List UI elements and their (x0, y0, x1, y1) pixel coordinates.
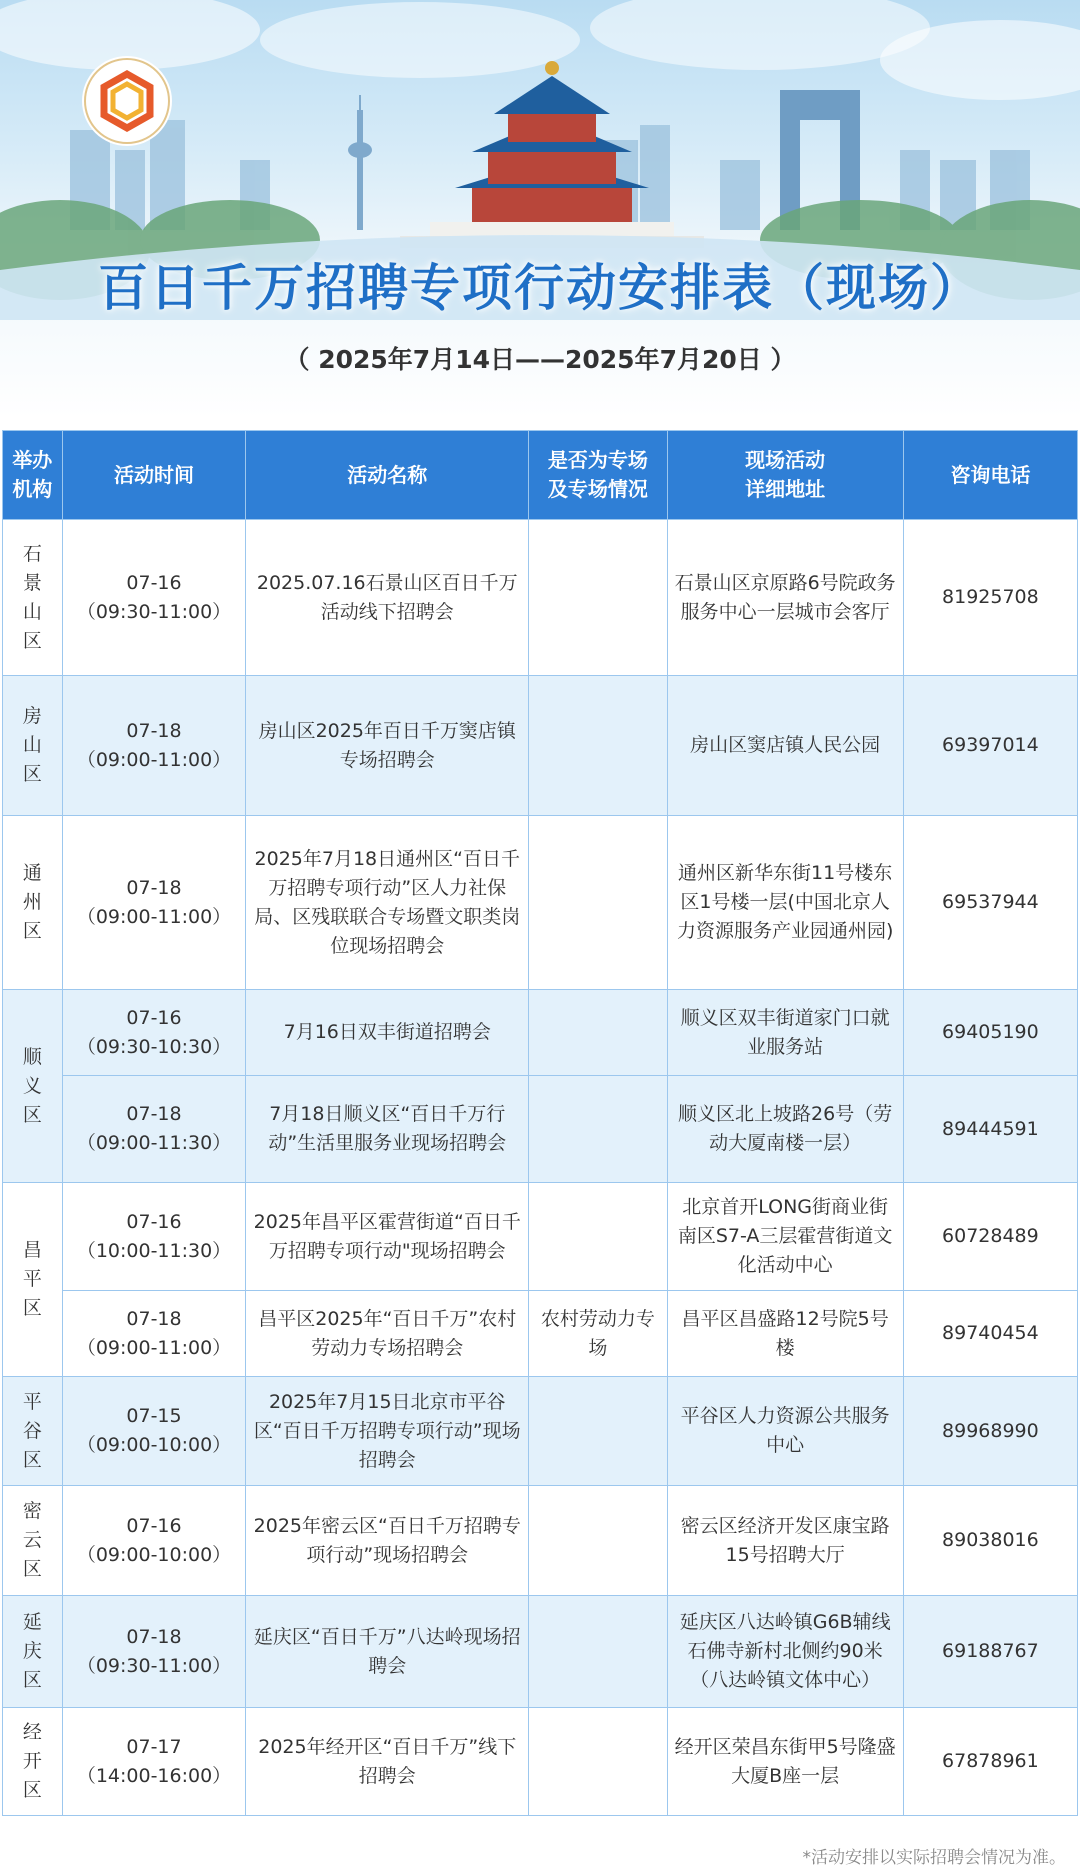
org-char: 顺 (22, 1045, 42, 1068)
org-char: 庆 (22, 1640, 42, 1662)
phone-cell: 81925708 (903, 520, 1077, 676)
time-cell (62, 1708, 246, 1816)
phone-cell: 89968990 (903, 1377, 1077, 1486)
time-cell (62, 990, 246, 1076)
table-row (3, 676, 1078, 816)
event-name-cell: 昌平区2025年“百日千万”农村劳动力专场招聘会 (246, 1291, 529, 1377)
address-cell: 昌平区昌盛路12号院5号楼 (667, 1291, 903, 1377)
time-cell (62, 1377, 246, 1486)
event-date: 07-16 (126, 1514, 182, 1537)
event-time: （09:30-11:00） (76, 1654, 232, 1677)
event-date: 07-16 (126, 1210, 182, 1233)
event-date: 07-18 (126, 1307, 182, 1330)
org-char: 州 (22, 891, 42, 913)
event-date: 07-18 (126, 876, 182, 899)
event-time: （09:30-10:30） (76, 1035, 232, 1058)
banner (0, 0, 1080, 418)
event-name-cell: 2025.07.16石景山区百日千万活动线下招聘会 (246, 520, 529, 676)
org-char: 平 (22, 1390, 42, 1413)
phone-cell: 60728489 (903, 1183, 1077, 1291)
org-cell (3, 1183, 63, 1377)
event-name-cell: 延庆区“百日千万”八达岭现场招聘会 (246, 1596, 529, 1708)
org-char: 区 (22, 763, 42, 785)
org-char: 区 (22, 1669, 42, 1691)
event-name-cell: 房山区2025年百日千万窦店镇专场招聘会 (246, 676, 529, 816)
time-cell (62, 1291, 246, 1377)
event-date: 07-16 (126, 571, 182, 594)
event-time: （09:00-11:00） (76, 905, 232, 928)
event-name-cell: 2025年昌平区霍营街道“百日千万招聘专项行动"现场招聘会 (246, 1183, 529, 1291)
table-row (3, 990, 1078, 1076)
organization-logo (82, 56, 172, 146)
org-char: 房 (22, 705, 42, 727)
org-char: 山 (22, 600, 42, 623)
time-cell (62, 520, 246, 676)
address-cell: 经开区荣昌东街甲5号隆盛大厦B座一层 (667, 1708, 903, 1816)
special-cell: 农村劳动力专场 (529, 1291, 667, 1377)
org-char: 区 (22, 1779, 42, 1801)
time-cell (62, 1076, 246, 1183)
special-cell (529, 1183, 667, 1291)
special-cell (529, 1486, 667, 1596)
org-char: 区 (22, 920, 42, 942)
time-cell (62, 1596, 246, 1708)
special-cell (529, 520, 667, 676)
event-name-cell: 7月16日双丰街道招聘会 (246, 990, 529, 1076)
table-row (3, 1486, 1078, 1596)
org-cell (3, 520, 63, 676)
address-cell: 顺义区双丰街道家门口就业服务站 (667, 990, 903, 1076)
org-char: 云 (22, 1529, 42, 1551)
event-time: （09:00-10:00） (76, 1543, 232, 1566)
time-cell (62, 1183, 246, 1291)
page-title: 百日千万招聘专项行动安排表（现场） (98, 259, 982, 317)
org-char: 区 (22, 1448, 42, 1471)
table-body (3, 520, 1078, 1816)
column-header-org: 举办 机构 (3, 431, 63, 520)
org-char: 景 (22, 571, 42, 594)
special-cell (529, 1377, 667, 1486)
table-header-row (3, 431, 1078, 520)
address-cell: 密云区经济开发区康宝路15号招聘大厅 (667, 1486, 903, 1596)
phone-cell: 89038016 (903, 1486, 1077, 1596)
address-cell: 延庆区八达岭镇G6B辅线石佛寺新村北侧约90米（八达岭镇文体中心） (667, 1596, 903, 1708)
date-range-subtitle: （ 2025年7月14日——2025年7月20日 ） (284, 345, 796, 374)
event-time: （09:00-10:00） (76, 1434, 232, 1456)
table-row (3, 1708, 1078, 1816)
org-char: 区 (22, 1103, 42, 1126)
event-name-cell: 2025年经开区“百日千万”线下招聘会 (246, 1708, 529, 1816)
table-row (3, 816, 1078, 990)
phone-cell: 67878961 (903, 1708, 1077, 1816)
org-char: 山 (22, 734, 42, 756)
org-char: 经 (22, 1721, 42, 1743)
column-header-address: 现场活动 详细地址 (667, 431, 903, 520)
org-char: 密 (22, 1500, 42, 1522)
org-char: 义 (22, 1074, 42, 1097)
org-char: 开 (22, 1750, 42, 1772)
event-name-cell: 2025年7月15日北京市平谷区“百日千万招聘专项行动”现场招聘会 (246, 1377, 529, 1486)
special-cell (529, 1596, 667, 1708)
address-cell: 平谷区人力资源公共服务中心 (667, 1377, 903, 1486)
org-char: 区 (22, 1558, 42, 1580)
time-cell (62, 676, 246, 816)
event-date: 07-17 (126, 1735, 182, 1758)
phone-cell: 69188767 (903, 1596, 1077, 1708)
address-cell: 石景山区京原路6号院政务服务中心一层城市会客厅 (667, 520, 903, 676)
org-char: 区 (22, 1297, 42, 1319)
phone-cell: 89444591 (903, 1076, 1077, 1183)
column-header-time: 活动时间 (62, 431, 246, 520)
org-char: 昌 (22, 1239, 42, 1261)
table-row (3, 1183, 1078, 1291)
org-cell (3, 990, 63, 1183)
address-cell: 顺义区北上坡路26号（劳动大厦南楼一层） (667, 1076, 903, 1183)
event-date: 07-18 (126, 719, 182, 742)
org-cell (3, 816, 63, 990)
org-cell (3, 676, 63, 816)
event-time: （09:00-11:00） (76, 1336, 232, 1359)
time-cell (62, 1486, 246, 1596)
event-date: 07-18 (126, 1625, 182, 1648)
hexagon-logo-icon (82, 56, 172, 146)
table-row (3, 520, 1078, 676)
org-char: 石 (22, 542, 42, 565)
org-char: 区 (22, 629, 42, 652)
org-char: 平 (22, 1268, 42, 1290)
address-cell: 通州区新华东街11号楼东区1号楼一层(中国北京人力资源服务产业园通州园) (667, 816, 903, 990)
special-cell (529, 990, 667, 1076)
event-time: （09:00-11:30） (76, 1132, 232, 1154)
event-time: （09:00-11:00） (76, 748, 232, 771)
table-row (3, 1076, 1078, 1183)
event-name-cell: 2025年密云区“百日千万招聘专项行动”现场招聘会 (246, 1486, 529, 1596)
special-cell (529, 1076, 667, 1183)
event-time: （09:30-11:00） (76, 600, 232, 623)
event-time: （10:00-11:30） (76, 1239, 232, 1262)
column-header-special: 是否为专场 及专场情况 (529, 431, 667, 520)
table-row (3, 1377, 1078, 1486)
org-cell (3, 1596, 63, 1708)
event-date: 07-16 (126, 1006, 182, 1029)
org-cell (3, 1486, 63, 1596)
org-char: 延 (22, 1611, 42, 1633)
org-cell (3, 1708, 63, 1816)
org-char: 通 (22, 862, 42, 884)
column-header-name: 活动名称 (246, 431, 529, 520)
schedule-table (2, 430, 1078, 1816)
phone-cell: 69537944 (903, 816, 1077, 990)
special-cell (529, 1708, 667, 1816)
org-cell (3, 1377, 63, 1486)
special-cell (529, 816, 667, 990)
phone-cell: 69397014 (903, 676, 1077, 816)
table-row (3, 1596, 1078, 1708)
column-header-phone: 咨询电话 (903, 431, 1077, 520)
event-date: 07-15 (126, 1405, 182, 1427)
address-cell: 房山区窦店镇人民公园 (667, 676, 903, 816)
event-name-cell: 7月18日顺义区“百日千万行动”生活里服务业现场招聘会 (246, 1076, 529, 1183)
address-cell: 北京首开LONG街商业街南区S7-A三层霍营街道文化活动中心 (667, 1183, 903, 1291)
time-cell (62, 816, 246, 990)
special-cell (529, 676, 667, 816)
phone-cell: 89740454 (903, 1291, 1077, 1377)
footnote: *活动安排以实际招聘会情况为准。 (802, 1848, 1066, 1868)
event-date: 07-18 (126, 1103, 182, 1125)
table-row (3, 1291, 1078, 1377)
event-time: （14:00-16:00） (76, 1764, 232, 1787)
event-name-cell: 2025年7月18日通州区“百日千万招聘专项行动”区人力社保局、区残联联合专场暨文职类岗位现场招聘会 (246, 816, 529, 990)
phone-cell: 69405190 (903, 990, 1077, 1076)
org-char: 谷 (22, 1419, 42, 1442)
